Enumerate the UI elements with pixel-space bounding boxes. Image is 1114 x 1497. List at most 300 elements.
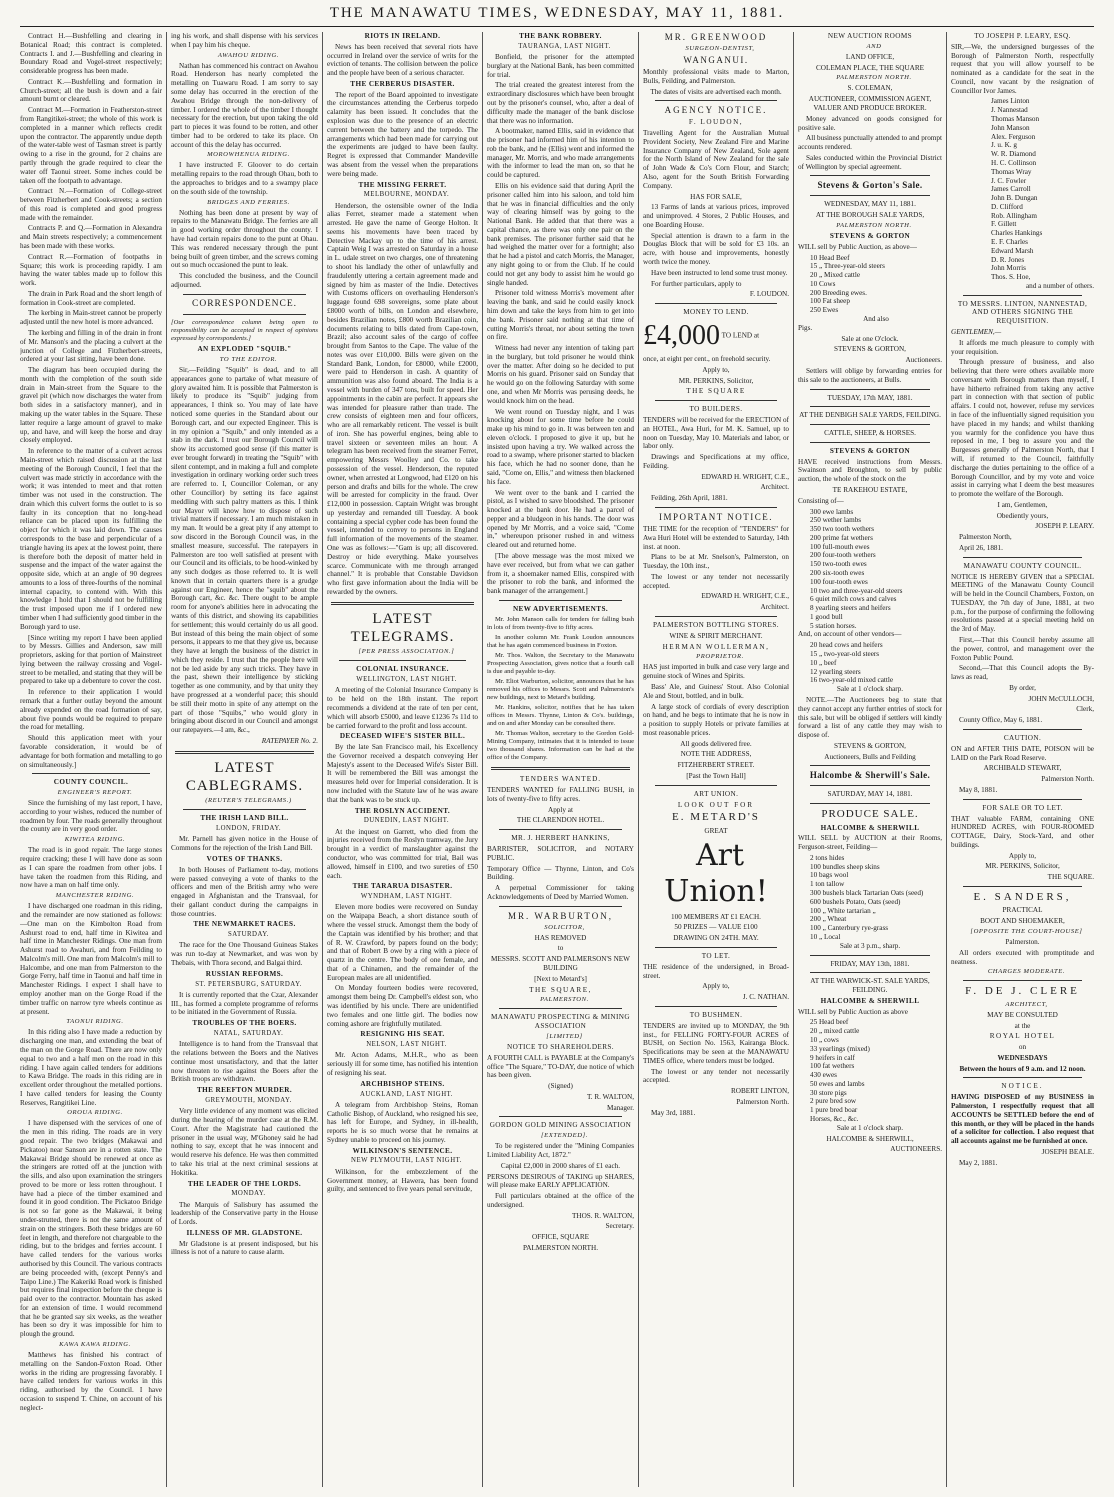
ad-body: SOLICITOR, xyxy=(544,923,585,931)
list-item: 50 ewes and lambs xyxy=(810,1079,865,1088)
list-item: 9 heifers in calf xyxy=(810,1053,855,1062)
ad-date: Palmerston North, xyxy=(959,533,1012,542)
cablegrams-heading: LATEST CABLEGRAMS. xyxy=(185,759,304,794)
ad-body xyxy=(643,319,789,353)
ad-body: All goods delivered free. xyxy=(680,739,752,748)
sale-heading: Stevens & Gorton's Sale. xyxy=(817,180,923,191)
separator xyxy=(499,1008,622,1009)
list-item: F. Gillett xyxy=(991,220,1017,229)
section-subheading: ENGINEER'S REPORT. xyxy=(57,789,133,797)
ad-body: [EXTENDED]. xyxy=(540,1132,589,1140)
ad-body: [Next to Metard's] xyxy=(534,974,587,983)
news-body: Mr Gladstone is at present indisposed, but his illness is not of a nature to cause alarm. xyxy=(171,1239,318,1257)
ad-body: Plans to be at Mr. Snelson's, Palmerston, on Tuesday, the 10th inst., xyxy=(643,553,789,571)
list-item: 100 bundles sheep skins xyxy=(810,862,880,871)
telegrams-subheading: [PER PRESS ASSOCIATION.] xyxy=(358,648,455,656)
ad-body: The lowest or any tender not necessarily accepted. xyxy=(643,1067,789,1085)
separator xyxy=(963,295,1082,296)
ad-body: HERMAN WOLLERMAN, xyxy=(662,642,770,651)
news-heading: RIOTS IN IRELAND. xyxy=(364,32,441,40)
news-heading: VOTES OF THANKS. xyxy=(206,854,283,863)
list-item: Thomas Manson xyxy=(991,115,1040,124)
ad-signature: JOSEPH BEALE. xyxy=(1041,1147,1094,1156)
letter-title: AN EXPLODED "SQUIB." xyxy=(197,345,292,354)
ad-body: ROYAL HOTEL xyxy=(989,1032,1056,1041)
report-paragraph: Matthews has finished his contract of metalling on the Sandon-Foxton Road. Other works in the riding are progressing favorably. I have called tenders for various works in this riding, authorised by the Council. I have occasion to suspend T. Chine, on account of his neglect- xyxy=(20,1351,162,1412)
separator xyxy=(655,507,777,508)
ad-heading: PRODUCE SALE. xyxy=(821,808,919,821)
ad-body: Apply at xyxy=(548,805,573,814)
telegrams-heading: LATEST TELEGRAMS. xyxy=(350,610,455,646)
report-paragraph: This concluded the business, and the Council adjourned. xyxy=(171,272,318,289)
list-item: 15 „ two-year-old steers xyxy=(810,650,880,659)
separator xyxy=(810,424,930,425)
news-body: Ellis on his evidence said that during April the prisoner called him into his saloon, and told him that he was in financial difficulties and the only way of clearing himself was by going to the National Bank. He added that that there was a capital chance, as there was only one pair on the bank premises. The prisoner further said that he had weighed the matter over for a fortnight; also that he had a pistol and catch Morris, the Manager, any night going to or from the Club. If he could could not get any body to assist him he would go single handed. xyxy=(487,182,634,287)
list-item: Charles Hankings xyxy=(991,229,1043,238)
ad-body: LOOK OUT FOR xyxy=(677,800,755,809)
list-item: 1 ton tallow xyxy=(810,880,845,889)
new-ads-heading: NEW ADVERTISEMENTS. xyxy=(512,604,609,613)
ad-body: AT THE WARWICK-ST. SALE YARDS, FEILDING. xyxy=(810,977,930,995)
ad-body: Sale at one O'clock. xyxy=(841,334,899,343)
ad-body: ARCHITECT, xyxy=(1005,1000,1048,1008)
news-dateline: MELBOURNE, MONDAY. xyxy=(363,191,450,199)
ad-body: GREAT xyxy=(704,826,728,835)
letter-salutation-heading: TO THE EDITOR. xyxy=(219,356,278,364)
list-item: E. F. Charles xyxy=(991,237,1028,246)
ad-body: Sale at 1 o'clock sharp. xyxy=(836,1123,904,1132)
separator xyxy=(183,314,306,315)
news-body: Wilkinson, for the embezzlement of the Government money, at Hawera, has been found guilty, and sentenced to five years penal servitude, xyxy=(327,1167,478,1194)
list-item: 430 ewes xyxy=(810,1071,837,1080)
ad-heading: NEW AUCTION ROOMS xyxy=(827,32,913,40)
ad-body: E. METARD'S xyxy=(672,811,760,824)
news-body: The report of the Board appointed to investigate the circumstances attending the Cerberus torpedo calamity has been issued. It concludes that the explosion was due to the presence of an electric current between the battery and the torpedo. The arrangements which had been made for carrying out the experiments are judged to have been faulty. Regret is expressed that Commander Mandeville was absent from the vessel when the preparations were being made. xyxy=(327,90,478,178)
ad-signature: Auctioneers, Bulls and Feilding xyxy=(824,752,916,761)
cablegrams-subheading: (REUTER'S TELEGRAMS.) xyxy=(205,797,292,805)
separator xyxy=(963,799,1082,800)
column-7 xyxy=(951,32,1094,1487)
news-dateline: WYNDHAM, LAST NIGHT. xyxy=(360,893,453,901)
column-1 xyxy=(20,32,162,1487)
list-item: D. R. Jones xyxy=(991,255,1025,264)
ad-body: Travelling Agent for the Australian Mutual Provident Society, New Zealand Fire and Marine Insurance Company of New Zealand, Sole agent for the North Island of New Zealand for the sale of John Wade & Co's Corn Flour, and Starch; Also, agent for the South British Forwarding Company. xyxy=(643,129,789,190)
news-heading: DECEASED WIFE'S SISTER BILL. xyxy=(339,732,466,741)
ad-date: April 26, 1881. xyxy=(959,543,1003,552)
ad-heading: STEVENS & GORTON xyxy=(829,446,911,455)
list-item: 5 station horses. xyxy=(810,621,857,630)
news-heading: THE LEADER OF THE LORDS. xyxy=(187,1179,302,1188)
ad-body: COLEMAN PLACE, THE SQUARE xyxy=(815,63,925,72)
ad-body: 50 PRIZES — VALUE £100 xyxy=(674,923,758,932)
report-paragraph: Contract M.—Formation in Featherston-street from Rangitikei-street; the whole of this work is completed in a manner which reflects credit upon the contractor. The apparently undue depth of the water-table west of Tasman street is partly owing to a rise in the ground, for 2 chains are partly through the grade required to clear the water off Taonui street. Some inches could be taken off the footpath to advantage. xyxy=(20,106,162,185)
column-divider xyxy=(638,32,639,1487)
ad-body: THE CLARENDON HOTEL. xyxy=(516,816,605,825)
ad-body: GENTLEMEN,— xyxy=(951,328,1002,336)
news-body: On Monday fourteen bodies were recovered, amongst them being Dr. Campbell's eldest son, who was identified by his uncle. There are unidentified two females and one little girl. The bodies now coming ashore are frightfully mutilated. xyxy=(327,984,478,1028)
ad-body: Through pressure of business, and also believing that there were others available more conversant with Borough matters than myself, I have hitherto refrained from taking any active part in connection with that section of public affairs. I could not, however, refuse my services in face of the influentially signed requisition you have placed in my hands; and whilst thanking you warmly for the confidence you have thus reposed in me, I beg to assure you and the Burgesses generally of Palmerston North, that I will, if returned to the Council, faithfully discharge the duties pertaining to the office of a Borough Councillor, and by my vote and voice assist in carrying what I deem the best measures to promote the welfare of the Borough. xyxy=(951,358,1094,499)
ad-heading: STEVENS & GORTON xyxy=(829,232,911,240)
list-item: 33 yearlings (mixed) xyxy=(810,1044,870,1053)
list-item: D. Clifford xyxy=(991,202,1023,211)
list-item: 25 Head beef xyxy=(810,1018,849,1027)
ad-body: First,—That this Council hereby assume all the power, control, and management over the Foxton Public Pound. xyxy=(951,636,1094,662)
ad-body: NOTICE IS HEREBY GIVEN that a SPECIAL MEETING of the Manawatu County Council will be held in the Council Chambers, Foxton, on TUESDAY, the 7th day of June, 1881, at two p.m., for the purpose of confirming the following resolutions passed at a special meeting held on the 3rd of May. xyxy=(951,572,1094,634)
report-paragraph: Contract R.—Formation of footpaths in Square; this work is proceeding rapidly. I am having the water tables made up to follow this work. xyxy=(20,252,162,288)
ad-notice: Mr. Hankins, solicitor, notifies that he has taken offices in Messrs. Thynne, Linton & Co's. buildings, and on and after Monday can be consulted there. xyxy=(487,704,634,728)
ad-heading: TO BUILDERS. xyxy=(689,405,743,414)
ad-body: CHARGES MODERATE. xyxy=(987,968,1066,976)
separator xyxy=(810,175,930,176)
ad-body: The dates of visits are advertised each month. xyxy=(650,87,782,96)
ad-body: Drawings and Specifications at my office, Feilding. xyxy=(643,453,789,470)
news-dateline: NATAL, SATURDAY. xyxy=(213,1030,284,1038)
list-item: 100 „ Canterbury rye-grass xyxy=(810,924,889,933)
report-paragraph: The diagram has been occupied during the month with the completion of the south side drain in Main-street from the Square to the gravel pit (which now discharges the water from both sides in a satisfactory manner), and in making up the water tables in the Square. These latter require a large amount of gravel to make up, and have, and will keep the horse and dray closely employed. xyxy=(20,366,162,445)
news-body: We went round on Tuesday night, and I was knocking about for some time before he could make up his mind to go in. It was between ten and eleven o'clock. I proposed to give it up, but he insisted upon having a try. We walked across the road to a swamp, where prisoner started to blacken his face, which he had no sooner done, than he said, "Come on, Ellis," and witness then blackened his face. xyxy=(487,407,634,486)
section-heading: COUNTY COUNCIL. xyxy=(53,778,129,787)
ad-body: PALMERSTON NORTH. xyxy=(836,221,912,229)
sale-date: WEDNESDAY, MAY 11, 1881. xyxy=(824,200,916,209)
ad-heading: IMPORTANT NOTICE. xyxy=(658,512,774,522)
list-item: 2 tons hides xyxy=(810,853,845,862)
news-heading: THE CERBERUS DISASTER. xyxy=(350,79,455,88)
separator xyxy=(32,773,150,774)
ad-body: MR. PERKINS, Solicitor, xyxy=(678,376,754,385)
ad-signature: Auctioneers. xyxy=(905,356,942,365)
art-union-title: Art Union! xyxy=(664,837,768,910)
column-divider xyxy=(482,32,483,1487)
ad-signature: J. C. NATHAN. xyxy=(742,993,789,1002)
ad-heading: MR. WARBURTON, xyxy=(508,910,613,921)
news-body: Very little evidence of any moment was elicited during the hearing of the murder case at the R.M. Court. After the Magistrate had cautioned the prisoner in the usual way, M'Ghoney said he had nothing to say, except that he was innocent and would reserve his defence. He was then committed to take his trial at the next criminal sessions at Hokitika. xyxy=(171,1107,318,1177)
ad-body: SIR,—We, the undersigned burgesses of the Borough of Palmerston North, respectfully request that you will allow yourself to be nominated as a candidate for the seat in the Council, now vacant by the resignation of Councillor Ivor James. xyxy=(951,42,1094,95)
section-subheading: AWAHOU RIDING. xyxy=(217,51,280,59)
report-paragraph: Nathan has commenced his contract on Awahou Road. Henderson has nearly completed the metalling on Tuawaru Road. I am sorry to say some delay has occurred in the erection of the Awahou Bridge through the non-delivery of timber. I ordered the whole of the timber I thought necessary for the erection, but upon taking the old part to pieces it was found to be rotten, and other timber had to be ordered to take its place. On account of this the delay has occurred. xyxy=(171,61,318,149)
ad-body: For further particulars, apply to xyxy=(651,279,742,288)
stock-list xyxy=(798,508,942,631)
list-item: 10 bags wool xyxy=(810,871,849,880)
list-item: And also xyxy=(863,315,889,324)
list-item: 200 Breeding ewes. xyxy=(810,288,867,297)
letter-signature: RATEPAYER No. 2. xyxy=(261,736,318,745)
ad-signature: AUCTIONEERS. xyxy=(890,1145,942,1154)
ad-date: May 3rd, 1881. xyxy=(651,1108,696,1117)
ad-body: A perpetual Commissioner for taking Acknowledgements of Deed by Married Women. xyxy=(487,884,634,901)
separator xyxy=(810,972,930,973)
list-item: John B. Dungan xyxy=(991,194,1038,203)
ad-notice: Mr. Eliot Warburton, solicitor, announces that he has removed his offices to Messrs. Scott and Palmerston's new buildings, next to Metard's building. xyxy=(487,677,634,701)
news-body: News has been received that several riots have occurred in Ireland over the service of writs for the eviction of tenants. The collision between the police and the people have been of a serious character. xyxy=(327,42,478,78)
ad-body: AT THE BOROUGH SALE YARDS, xyxy=(815,211,925,220)
ad-body: NOTE.—The Auctioneers beg to state that they cannot accept any further entries of stock for this sale, but will be obliged if settlers will kindly forward a list of any cattle they may wish to dispose of. xyxy=(798,695,942,740)
section-subheading: KAWA KAWA RIDING. xyxy=(59,1340,131,1348)
ad-body: at the xyxy=(1014,1021,1031,1030)
ad-body: S. COLEMAN, xyxy=(847,84,893,93)
ad-body: TENDERS WANTED for FALLING BUSH, in lots of twenty-five to fifty acres. xyxy=(487,786,634,803)
ad-body: THE SQUARE xyxy=(686,387,746,396)
list-item: 6 quiet milch cows and calves xyxy=(810,595,897,604)
report-paragraph: Nothing has been done at present by way of repairs to the Manawatu Bridge. The ferries are all in good working order throughout the county. I have had certain repairs done to the punt at Ohau. This was rendered necessary through the punt being built of green timber, and the screws coming out so much occasioned the punt to leak. xyxy=(171,208,318,270)
news-dateline: DUNEDIN, LAST NIGHT. xyxy=(363,817,450,825)
list-item: 100 Fat sheep xyxy=(810,297,850,306)
section-subheading: MANCHESTER RIDING. xyxy=(55,892,135,900)
ad-body: WILL sell by Public Auction, as above— xyxy=(798,242,917,251)
separator xyxy=(810,195,930,196)
news-body: The trial created the greatest interest from the extraordinary disclosures which have been brought out by the prisoner's counsel, who, after a deal of difficulty made the manager of the bank disclose that there was no information. xyxy=(487,81,634,125)
ad-body: To be registered under the "Mining Companies Limited Liability Act, 1872." xyxy=(487,1142,634,1159)
ad-body: on xyxy=(1018,1043,1027,1052)
separator xyxy=(491,767,630,770)
list-item: J. C. Fowler xyxy=(991,176,1027,185)
separator xyxy=(963,729,1082,730)
separator xyxy=(655,616,777,617)
separator xyxy=(655,100,777,101)
news-body: The Marquis of Salisbury has assumed the leadership of the Conservative party in the House of Lords. xyxy=(171,1200,318,1227)
news-heading: TROUBLES OF THE BOERS. xyxy=(192,1019,297,1028)
news-heading: THE NEWMARKET RACES. xyxy=(193,920,296,929)
list-item: 1 good bull xyxy=(810,612,843,621)
news-heading: THE BANK ROBBERY. xyxy=(519,32,602,40)
list-item: 100 fat wethers xyxy=(810,1062,855,1071)
list-item: 10 Cows xyxy=(810,279,836,288)
list-item: 300 bushels black Tartarian Oats (seed) xyxy=(810,889,924,898)
news-dateline: AUCKLAND, LAST NIGHT. xyxy=(360,1090,453,1098)
correspondence-heading: CORRESPONDENCE. xyxy=(192,298,297,309)
list-item: Alex. Ferguson xyxy=(991,132,1036,141)
ad-body: The lowest or any tender not necessarily accepted. xyxy=(643,572,789,590)
column-6 xyxy=(798,32,942,1487)
ad-signature: ROBERT LINTON, xyxy=(730,1087,789,1096)
list-item: 15 „ Three-year-old steers xyxy=(810,262,885,271)
ad-signature: EDWARD H. WRIGHT, C.E., xyxy=(701,472,789,481)
ad-signature: Palmerston North. xyxy=(736,1097,789,1106)
separator xyxy=(963,980,1082,981)
list-item: 10 Head Beef xyxy=(810,253,850,262)
separator xyxy=(655,947,777,948)
letter-body: Sir,—Feilding "Squib" is dead, and to all appearances gone to partake of what measure of glory awaited him. It is possible that Palmerston is likely to produce its "Squib" judging from appearances, I think so. You may of late have noticed some queries in the Standard about our Borough cart, and our expected Engineer. This is in my opinion a "Squib," and only intended as a stab in the dark. I trust our Borough Council will show its accustomed good sense (if this matter is ever brought forward) in treating the "Squib" with silent contempt, and in making a full and complete investigation in ordinary working order such trees are referred to. I, Councillor Coleman, or any other Councillor) by setting its face against meddling with such paltry matters as this. I think our Mayor will know how to dispose of such trivial matters if necessary. I am much mistaken in my man. It would be a great pity if any attempt to sow discord in the Borough Council was, in the smallest measure, successful. The ratepayers in Palmerston are too well satisfied at present with our Council and its officials, to be hood-winked by any such dodges as those referred to. It is well known that in certain quarters there is a grudge against our Engineer, hence the "squib" about the Borough cart, &c. &c. There ought to be ample room for anyone's abilities here in advocating the wants of this district, and showing its capabilities for settlement; this would certainly do us all good. But instead of this being the main object of some persons, it appears to me that they give us, because they have at length the business of the district in which they reside. I trust that the people here will not be led aside by any such tricks. They have in the past, shewn their intelligence by sticking together as one community, and by that unity they have progressed at a wonderful pace; this should be still their motto in spite of any attempt on the part of those "Squibs," who would glory in bringing about discord in our Council and amongst our ratepayers.—I am, &c., xyxy=(171,366,318,735)
ad-heading: MANAWATU PROSPECTING & MINING ASSOCIATION xyxy=(490,1013,630,1031)
ad-body: TO LEND at xyxy=(721,331,760,340)
ad-body: Full particulars obtained at the office of the undersigned. xyxy=(487,1192,634,1209)
report-paragraph: The drain in Park Road and the short length of formation in Cook-street are completed. xyxy=(20,289,162,307)
list-item: 8 yearling steers and heifers xyxy=(810,604,891,613)
list-item: 16 two-year-old mixed cattle xyxy=(810,676,894,685)
ad-address: PALMERSTON NORTH. xyxy=(522,1244,599,1253)
ad-body: WILL sell by Public Auction as above xyxy=(798,1007,908,1016)
report-paragraph: In reference to their application I would remark that a further outlay beyond the amount already expended on the road formation of say, about five pounds would be required to prepare the road for metalling. xyxy=(20,688,162,732)
ad-signature: Manager. xyxy=(607,1103,634,1112)
ad-body: MAY BE CONSULTED xyxy=(987,1010,1058,1019)
ad-body: BARRISTER, SOLICITOR, and NOTARY PUBLIC. xyxy=(487,844,634,862)
section-subheading: MOROWHENUA RIDING. xyxy=(207,151,290,159)
ad-body: [Past the Town Hall] xyxy=(686,771,746,780)
ad-body: 100 MEMBERS AT £1 EACH. xyxy=(671,912,761,921)
masthead-rule xyxy=(20,26,1094,27)
ad-body: HAVING DISPOSED of my BUSINESS in Palmerston, I respectfully request that all ACCOUNTS be SETTLED before the end of this month, or they will be placed in the hands of a solicitor for collection. I also request that all accounts against me be furnished at once. xyxy=(951,1093,1094,1146)
news-dateline: MONDAY. xyxy=(231,1190,266,1198)
ad-body: THE residence of the undersigned, in Broad-street. xyxy=(643,962,789,980)
ad-body: PROPRIETOR. xyxy=(696,653,744,661)
news-heading: RESIGNING HIS SEAT. xyxy=(360,1030,445,1039)
separator xyxy=(655,1006,777,1007)
ad-heading: HALCOMBE & SHERWILL xyxy=(820,996,920,1005)
sale-date: TUESDAY, 17th MAY, 1881. xyxy=(827,393,913,402)
ad-heading: TO MESSRS. LINTON, NANNESTAD, AND OTHERS SIGNING THE REQUISITION. xyxy=(957,299,1088,326)
list-item: 250 wether lambs xyxy=(810,516,862,525)
ad-signature: F. LOUDON. xyxy=(749,290,789,299)
stock-list xyxy=(798,254,942,324)
stock-list xyxy=(798,1018,942,1123)
ad-body: HAS FOR SALE, xyxy=(690,192,742,201)
ad-heading: MONEY TO LEND. xyxy=(683,308,749,317)
ad-heading: NOTICE. xyxy=(1001,1082,1044,1091)
report-paragraph: [Since writing my report I have been applied to by Messrs. Gillies and Anderson, saw mill proprietors, asking for that portion of Mainstreet lying between the railway crossing and Vogel-street to be metalled, and stating that they will be prepared to take up a debenture to cover the cost. xyxy=(20,633,162,686)
column-3 xyxy=(327,32,478,1487)
news-body: Witness had never any intention of taking part in the burglary, but told prisoner he would think over the matter. After doing so he decided to put Morris on his guard. Prisoner said on Sunday that he would go on the following Saturday with some one, and when Mr Morris was perusing deeds, he would knock him on the head. xyxy=(487,344,634,405)
list-item: H. C. Collinson xyxy=(991,158,1037,167)
ad-body: Money advanced on goods consigned for positive sale. xyxy=(798,114,942,132)
ad-signature: Architect. xyxy=(760,603,789,612)
list-item: 100 four-tooth ewes xyxy=(810,577,868,586)
ad-body: Consisting of— xyxy=(798,496,844,505)
ad-body: It affords me much pleasure to comply with your requisition. xyxy=(951,338,1094,356)
ad-body: TENDERS will be received for the ERECTION of an HOTEL, Awa Huri, for M. K. Samuel, up to noon on Tuesday, May 10. Materials and labor, or labor only. xyxy=(643,415,789,451)
ad-body: THE SQUARE, xyxy=(529,985,592,994)
column-5 xyxy=(643,32,789,1487)
ad-body: Apply to, xyxy=(702,982,730,991)
ad-body: SURGEON-DENTIST, xyxy=(685,44,755,52)
ad-body: Obediently yours, xyxy=(996,511,1049,520)
news-body: A telegram from Archbishop Steins, Roman Catholic Bishop, of Auckland, who resigned his see, has left for Europe, and Sydney, in ill-health, reports he is so much worse that he remains at Sydney unable to proceed on his journey. xyxy=(327,1100,478,1144)
ad-body: AND xyxy=(866,42,882,50)
ad-body: PERSONS DESIROUS of TAKING up SHARES, will please make EARLY APPLICATION. xyxy=(487,1172,634,1190)
ad-date: Feilding, 26th April, 1881. xyxy=(651,494,728,503)
ad-signature: Palmerston North. xyxy=(1041,775,1094,784)
separator xyxy=(810,803,930,804)
ad-body: A FOURTH CALL is PAYABLE at the Company's office "The Square," TO-DAY, due notice of which has been given. xyxy=(487,1053,634,1080)
news-heading: ARCHBISHOP STEINS. xyxy=(360,1079,445,1088)
ad-body: DRAWING ON 24TH. MAY. xyxy=(673,934,759,943)
separator xyxy=(810,955,930,956)
ad-heading: CAUTION. xyxy=(1003,734,1042,743)
ad-body: [LIMITED] xyxy=(546,1032,583,1040)
list-item: Rob. Allingham xyxy=(991,211,1037,220)
ad-body: TE RAKEHOU ESTATE, xyxy=(832,485,908,494)
ad-heading: AGENCY NOTICE. xyxy=(664,105,768,116)
ad-heading: MANAWATU COUNTY COUNCIL. xyxy=(963,561,1082,570)
produce-list xyxy=(798,854,942,942)
news-body: Prisoner told witness Morris's movement after leaving the bank, and said he could easily knock him down and take the keys from him to get into the bank. Prisoner said nothing at that time of cutting Morris's throat, nor about setting the town on fire. xyxy=(487,289,634,342)
separator xyxy=(499,906,622,907)
ad-body: Temporary Office — Thynne, Linton, and Co's Building. xyxy=(487,864,634,882)
news-heading: WILKINSON'S SENTENCE. xyxy=(352,1146,453,1155)
ad-body: PALMERSTON NORTH. xyxy=(836,74,912,82)
ad-signature: STEVENS & GORTON, xyxy=(834,345,906,354)
report-paragraph: The kerbing in Main-street cannot be properly adjusted until the new hotel is more advanced. xyxy=(20,309,162,327)
ad-body: All orders executed with promptitude and neatness. xyxy=(951,948,1094,966)
ad-signature: Clerk, xyxy=(1076,705,1094,714)
ad-body: 13 Farms of lands at various prices, improved and unimproved. 4 Stores, 2 Public Houses, and one Boarding House. xyxy=(643,203,789,229)
ad-body: CATTLE, SHEEP, & HORSES. xyxy=(824,429,916,438)
ad-body: WINE & SPIRIT MERCHANT. xyxy=(669,631,763,640)
news-heading: THE REEFTON MURDER. xyxy=(196,1086,293,1095)
ad-heading: ART UNION. xyxy=(693,789,739,798)
separator xyxy=(810,406,930,407)
news-dateline: NEW PLYMOUTH, LAST NIGHT. xyxy=(351,1157,462,1165)
ad-body: (Signed) xyxy=(548,1082,573,1091)
column-divider xyxy=(166,32,167,1487)
list-item: 20 head cows and heifers xyxy=(810,641,883,650)
news-heading: COLONIAL INSURANCE. xyxy=(356,665,449,674)
list-item: 20 „ Mixed cattle xyxy=(810,271,861,280)
editorial-note: [Our correspondence column being open to responsibility can be accepted in respect of opinions expressed by correspondents.] xyxy=(171,319,318,343)
ad-date: May 8, 1881. xyxy=(959,785,998,794)
ad-body: Monthly professional visits made to Marton, Bulls, Feilding, and Palmerston. xyxy=(643,67,789,85)
ad-body: LAND OFFICE, xyxy=(845,52,895,61)
ad-body: FITZHERBERT STREET. xyxy=(677,761,755,770)
ad-body: ON and AFTER THIS DATE, POISON will be LAID on the Park Road Reserve. xyxy=(951,744,1094,762)
list-item: 10 „ cows xyxy=(810,1035,839,1044)
news-dateline: ST. PETERSBURG, SATURDAY. xyxy=(195,980,302,988)
list-item: 10 „ beef xyxy=(810,658,837,667)
column-4 xyxy=(487,32,634,1487)
separator xyxy=(499,1116,622,1117)
signatories-list xyxy=(951,97,1094,281)
list-item: 100 „ White tartarian „ xyxy=(810,906,876,915)
separator xyxy=(810,442,930,443)
ad-signature: THOS. R. WALTON, xyxy=(572,1211,634,1220)
ad-body: THAT valuable FARM, containing ONE HUNDRED ACRES, with FOUR-ROOMED COTTAGE, Dairy, Stock-Yard, and other buildings. xyxy=(951,814,1094,849)
list-item: 2 pure bred sow xyxy=(810,1097,857,1106)
ad-body: F. LOUDON, xyxy=(688,118,744,127)
ad-heading: GORDON GOLD MINING ASSOCIATION xyxy=(489,1121,632,1130)
ad-body: MESSRS. SCOTT AND PALMERSON'S NEW BUILDING xyxy=(491,955,630,972)
list-item: 150 two-tooth ewes xyxy=(810,560,867,569)
ad-body: WANGANUI. xyxy=(683,55,749,65)
report-paragraph: Contract N.—Formation of College-street between Fitzherbert and Cook-streets; a section of this road is completed and good progress made with the remainder. xyxy=(20,187,162,222)
list-item: Edward Marsh xyxy=(991,246,1034,255)
news-body: Henderson, the ostensible owner of the India alias Ferret, steamer made a statement when arrested. He gave the name of George Holton. It seems his movements have been traced by Detective Mackay up to the time of his arrest. Captain Weig I was arrested on Saturday in a house in L. udale street on two charges, one of threatening to shoot his landlady the other of unlawfully and fraudulently uttering a certain agreement made and signed by him as master of the Indie. Detectives with Customs officers on overhauling Henderson's luggage found 698 sovereigns, some plate about £8000 worth of bills, on London and elsewhere, besides Brazilian notes, £800 worth Brazilian coin, documents relating to bills dated from Cape-town, Brazil; also account sales of the cargo of coffee brought from Santos to the Cape. The value of the notes was over £10,000. Bills were given on the Standard Bank, London, for £8000, while £2000, were paid to Henderson in cash. A quantity of ammunition was also found aboard. The India is a vessel with burden of 347 tons, built for speed. Her appointments in the cabin are perfect. It appears she was intended for pleasure rather than trade. The crew consists of eighteen men and four officers, who are all remarkably reticent. The vessel is built of iron. She has powerful engines, being able to travel sixteen or seventeen miles an hour. A telegram has been received from the steamer Ferret, empowering Messrs Woolley and Co. to take possession of the vessel. Henderson, the reputed owner, when arrested at Longwood, had £120 on his person and drafts and bills for the whole. The crew will be arrested for complicity in the fraud. Over £12,000 in possession. Captain Wright was brought up yesterday and remanded till Tuesday. A book containing a special cypher code has been found the vessel, intended to convey to persons in England full information of the movements of the steamer. One was as follows:—"Gam is up; all discovered. Destroy or hide everything. Make yourselves scarce. Communicate with me through arranged channel." It is probable that Constable Davidson who first gave information about the India will be rewarded by the owners. xyxy=(327,201,478,596)
ad-heading: PALMERSTON BOTTLING STORES. xyxy=(653,621,779,629)
ad-heading: E. SANDERS, xyxy=(973,890,1072,903)
separator xyxy=(655,303,777,304)
ad-signature: T. R. WALTON, xyxy=(586,1092,634,1101)
list-item: J. u. K. g xyxy=(991,141,1017,150)
column-2 xyxy=(171,32,318,1487)
list-item: 10 two and three-year-old steers xyxy=(810,586,903,595)
list-item: 350 two tooth wethers xyxy=(810,525,875,534)
separator xyxy=(655,785,777,786)
ad-signature: THE SQUARE. xyxy=(1047,873,1094,882)
ad-body: Apply to, xyxy=(702,365,730,374)
ad-body: WILL SELL by AUCTION at their Rooms, Ferguson-street, Feilding— xyxy=(798,834,942,852)
list-item: 12 yearling steers xyxy=(810,667,861,676)
ad-body: Bass' Ale, and Guiness' Stout. Also Colonial Ale and Stout, bottled, and in bulk. xyxy=(643,682,789,700)
ad-heading: TO BUSHMEN. xyxy=(689,1010,743,1019)
ad-body: A large stock of cordials of every description on hand, and he begs to intimate that he is now in a position to supply Hotels or private families at most reasonable prices. xyxy=(643,702,789,737)
news-dateline: GREYMOUTH, MONDAY. xyxy=(205,1096,292,1104)
news-body: In both Houses of Parliament to-day, motions were passed conveying a vote of thanks to the officers and men of the British army who were engaged in Afghanistan and the Transvaal, for their gallant conduct during the campaigns in those countries. xyxy=(171,865,318,918)
news-heading: THE ROSLYN ACCIDENT. xyxy=(354,806,451,815)
ad-body: [OPPOSITE THE COURT-HOUSE] xyxy=(970,927,1083,935)
list-item: 20 „ mixed cattle xyxy=(810,1027,860,1036)
list-item: 1 pure bred boar xyxy=(810,1106,858,1115)
list-item: 300 ewe lambs xyxy=(810,507,854,516)
ad-body: HAVE received instructions from Messrs. Swainson and Broughton, to sell by public auction, the whole of the stock on the xyxy=(798,457,942,484)
separator xyxy=(499,600,622,601)
ad-heading: TO JOSEPH P. LEARY, ESQ. xyxy=(974,32,1071,40)
